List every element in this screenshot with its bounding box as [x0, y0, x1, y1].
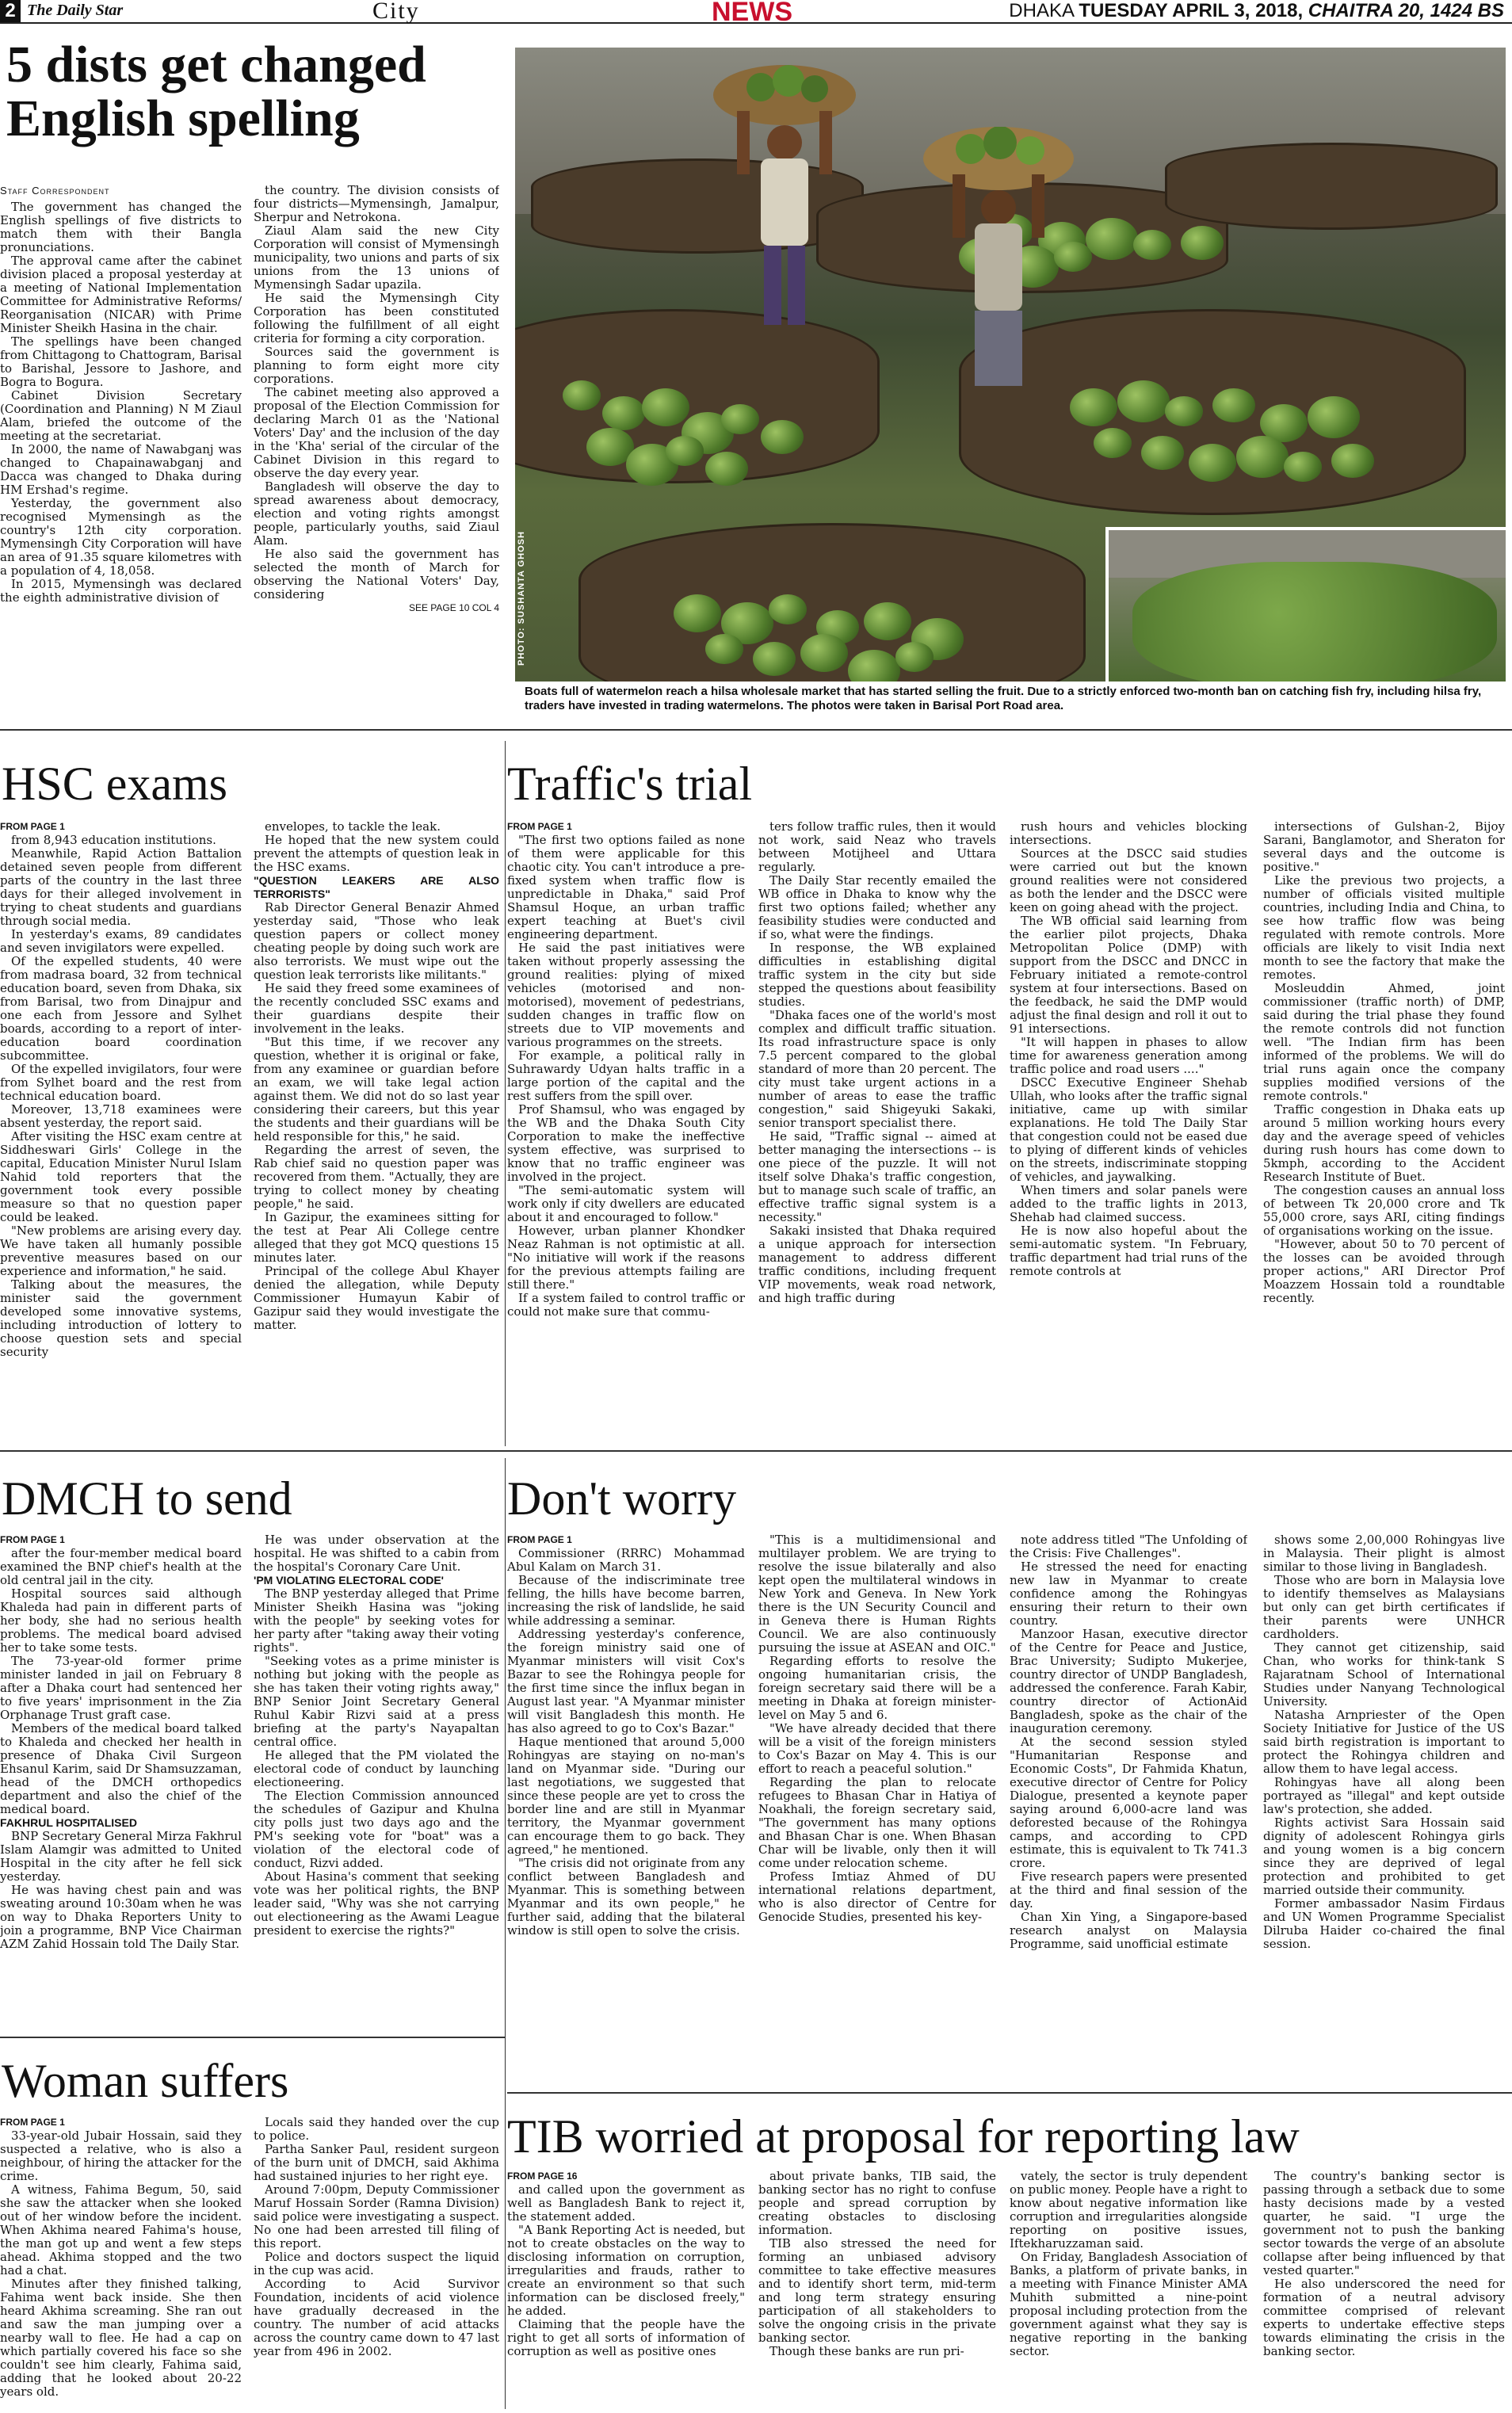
paragraph: Bangladesh will observe the day to spread awareness about democracy, election and voting rights amongst people, particularly youths, said Ziaul Alam.	[254, 479, 499, 548]
paragraph: For example, a political rally in Suhrawardy Udyan halts traffic in a large portion of the capital and the rest suffers from the spill over.	[507, 1048, 745, 1103]
photo-caption: Boats full of watermelon reach a hilsa wholesale market that has started selling the fruit. Due to a strictly enforced two-month ban on catching fish fry, including hilsa fry, traders have invested in trading watermelons. The photos were taken in Barisal Port Road area.	[515, 682, 1506, 726]
divider	[0, 2037, 505, 2038]
from-page: FROM PAGE 1	[0, 1534, 65, 1545]
paragraph: "The crisis did not originate from any conflict between Bangladesh and Myanmar. This is something between Myanmar and its own people," he further said, adding that the bilateral window is still open to solve the crisis.	[507, 1856, 745, 1938]
subheading: "QUESTION LEAKERS ARE ALSO TERRORISTS"	[254, 874, 499, 900]
divider	[507, 2092, 1512, 2094]
headline-dmch: DMCH to send	[2, 1472, 292, 1525]
paragraph: The cabinet meeting also approved a proposal of the Election Commission for declaring March 01 as the 'National Voters' Day' and the inclusion of the day in the 'Kha' serial of the circular of the Cabinet Division in this regard to observe the day every year.	[254, 385, 499, 480]
paragraph: Chan Xin Ying, a Singapore-based research analyst on Malaysia Programme, said unofficial estimate	[1010, 1910, 1247, 1951]
paragraph: Of the expelled students, 40 were from madrasa board, 32 from technical education board, seven from Dhaka, six from Barisal, two from Dinajpur and one each from Jessore and Sylhet boards, according to a report of inter-education board coordination subcommittee.	[0, 954, 242, 1063]
paragraph: If a system failed to control traffic or could not make sure that commu-	[507, 1291, 745, 1319]
watermelon	[1331, 444, 1374, 478]
paragraph: Regarding efforts to resolve the ongoing humanitarian crisis, the foreign secretary said there will be a meeting in Dhaka at foreign minister-level on May 5 and 6.	[758, 1654, 996, 1722]
paragraph: About Hasina's comment that seeking vote was her political rights, the BNP leader said, "Why was she not carrying out electioneering as the Awami League president to exercise the rights?"	[254, 1869, 499, 1938]
paragraph: Regarding the arrest of seven, the Rab chief said no question paper was recovered from them. "Actually, they are trying to collect money by cheating people," he said.	[254, 1143, 499, 1211]
hsc-col-1	[0, 820, 242, 1446]
watermelon	[864, 602, 911, 640]
paragraph: "However, about 50 to 70 percent of the losses can be avoided through proper actions," ARI Director Prof Moazzem Hossain told a roundtable recently.	[1263, 1237, 1505, 1305]
paragraph: Minutes after they finished talking, Fahima went back inside. She then heard Akhima screaming. She ran out and saw the man jumping over a nearby wall to flee. He had a cap on which partially covered his face so she couldn't see him clearly, Fahima said, adding that he looked about 20-22 years old.	[0, 2277, 242, 2399]
paragraph: He is now also hopeful about the semi-automatic system. "In February, traffic department had trial runs of the remote controls at	[1010, 1224, 1247, 1278]
subheading: 'PM VIOLATING ELECTORAL CODE'	[254, 1574, 445, 1586]
paper-name: The Daily Star	[27, 2, 124, 19]
paragraph: from 8,943 education institutions.	[11, 833, 216, 847]
watermelon	[761, 420, 804, 454]
headline-traffic: Traffic's trial	[507, 758, 753, 810]
paragraph: In Gazipur, the examinees sitting for the test at Pear Ali College centre alleged that they got MCQ questions 15 minutes later.	[254, 1210, 499, 1265]
paragraph: and called upon the government as well as Bangladesh Bank to reject it, the statement added.	[507, 2182, 745, 2224]
from-page: FROM PAGE 1	[0, 2117, 65, 2128]
paragraph: However, urban planner Khondker Neaz Rahman is not optimistic at all. "No initiative will work if the reasons for the previous attempts failing are still there."	[507, 1224, 745, 1292]
traffic-col-3	[1010, 820, 1247, 1446]
paragraph: Prof Shamsul, who was engaged by the WB and the Dhaka South City Corporation to make the ineffective system effective, was surprised to know that no traffic engineer was involved in the project.	[507, 1102, 745, 1184]
paragraph: about private banks, TIB said, the banking sector has no right to confuse people and spread corruption by creating obstacles to disclosing information.	[758, 2170, 996, 2237]
section-name: City	[372, 0, 420, 24]
woman-col-2	[254, 2116, 499, 2409]
paragraph: "A Bank Reporting Act is needed, but not to create obstacles on the way to disclosing information on corruption, irregularities and frauds, rather to create an environment so that such information can be disclosed freely," he added.	[507, 2223, 745, 2318]
headline-woman: Woman suffers	[2, 2055, 289, 2107]
paragraph: When timers and solar panels were added to the traffic lights in 2013, Shehab had claimed success.	[1010, 1183, 1247, 1224]
paragraph: The country's banking sector is passing through a setback due to some hasty decisions made by a vested quarter, he said. "I urge the government not to push the banking sector towards the verge of an absolute collapse after being influenced by that vested quarter."	[1263, 2170, 1505, 2277]
watermelon	[1189, 444, 1236, 482]
from-page: FROM PAGE 1	[0, 821, 65, 832]
paragraph: He also underscored the need for formation of a neutral advisory committee comprised of relevant experts to undertake effective steps towards eliminating the crisis in the banking sector.	[1263, 2277, 1505, 2358]
hsc-col-2	[254, 820, 499, 1446]
watermelon	[666, 436, 704, 466]
paragraph: After visiting the HSC exam centre at Siddheswari Girls' College in the capital, Education Minister Nurul Islam Nahid told reporters that the government took every possible measure so that no question paper could be leaked.	[0, 1129, 242, 1224]
paragraph: The spellings have been changed from Chittagong to Chattogram, Barisal to Barishal, Jessore to Jashore, and Bogra to Bogura.	[0, 334, 242, 389]
dateline-city: DHAKA	[1009, 0, 1079, 21]
paragraph: Commissioner (RRRC) Mohammad Abul Kalam on March 31.	[507, 1546, 745, 1574]
dmch-col-2	[254, 1533, 499, 2033]
paragraph: Partha Sanker Paul, resident surgeon of the burn unit of DMCH, said Akhima had sustained injuries to her right eye.	[254, 2142, 499, 2183]
paragraph: the country. The division consists of four districts—Mymensingh, Jamalpur, Sherpur and Netrokona.	[254, 184, 499, 224]
paragraph: The 73-year-old former prime minister landed in jail on February 8 after a Dhaka court had sentenced her to five years' imprisonment in the Zia Orphanage Trust graft case.	[0, 1654, 242, 1722]
paragraph: They cannot get citizenship, said Chan, who works for think-tank S Rajaratnam School of International Studies under Nanyang Technological University.	[1263, 1640, 1505, 1709]
paragraph: envelopes, to tackle the leak.	[265, 820, 441, 834]
watermelon	[721, 404, 759, 434]
porter-figure	[705, 63, 864, 325]
paragraph: Claiming that the people have the right to get all sorts of information of corruption as well as positive ones	[507, 2317, 745, 2358]
paragraph: ters follow traffic rules, then it would not work, said Neaz who travels between Motijheel and Uttara regularly.	[758, 820, 996, 874]
watermelon	[642, 388, 689, 426]
headline-tib: TIB worried at proposal for reporting law	[507, 2110, 1300, 2163]
paragraph: Haque mentioned that around 5,000 Rohingyas are staying on no-man's land on Myanmar side. "During our last negotiations, we suggested that since these people are yet to cross the border line and are still in Myanmar territory, the Myanmar government can encourage them to go back. They agreed," he mentioned.	[507, 1735, 745, 1857]
paragraph: The congestion causes an annual loss of between Tk 20,000 crore and Tk 55,000 crore, says ARI, citing findings of organisations working on the issue.	[1263, 1183, 1505, 1238]
paragraph: Talking about the measures, the minister said the government developed some innovative systems, including introduction of lottery to choose question sets and special security	[0, 1277, 242, 1359]
districts-col-1	[0, 184, 242, 723]
paragraph: In 2015, Mymensingh was declared the eighth administrative division of	[0, 577, 242, 605]
subheading: FAKHRUL HOSPITALISED	[0, 1816, 137, 1829]
paragraph: Traffic congestion in Dhaka eats up around 5 million working hours every day and the average speed of vehicles during rush hours has come down to 5kmph, according to the Accident Research Institute of Buet.	[1263, 1102, 1505, 1184]
paragraph: In response, the WB explained difficulties in establishing digital traffic system in the city but side stepped the questions about feasibility studies.	[758, 941, 996, 1009]
from-page: FROM PAGE 1	[507, 1534, 572, 1545]
paragraph: Of the expelled invigilators, four were from Sylhet board and the rest from technical education board.	[0, 1062, 242, 1103]
woman-col-1	[0, 2116, 242, 2409]
paragraph: Rohingyas have all along been portrayed as "illegal" and kept outside law's protection, she added.	[1263, 1775, 1505, 1816]
photo-credit: PHOTO: SUSHANTA GHOSH	[517, 531, 526, 666]
from-page: FROM PAGE 16	[507, 2171, 578, 2182]
paragraph: He also said the government has selected the month of March for observing the National Voters' Day, considering	[254, 547, 499, 601]
paragraph: "This is a multidimensional and multilayer problem. We are trying to resolve the issue bilaterally and also kept open the multilateral windows in New York and Geneva. In New York there is the UN Security Council and in Geneva there is Human Rights Council. We are also continuously pursuing the issue at ASEAN and OIC."	[758, 1533, 996, 1655]
paragraph: The government has changed the English spellings of five districts to match them with their Bangla pronunciations.	[0, 200, 242, 254]
inset-photo	[1105, 527, 1506, 682]
districts-col-2	[254, 184, 499, 723]
paragraph: "The first two options failed as none of them were applicable for this chaotic city. You can't introduce a pre-fixed system when traffic flow is unpredictable in Dhaka," said Prof Shamsul Hoque, an urban traffic expert teaching at Buet's civil engineering department.	[507, 833, 745, 941]
paragraph: "But this time, if we recover any question, whether it is original or fake, from any examinee or guardian before an exam, we will take legal action against them. We did not do so last year considering their careers, but this year the students and their guardians will be held responsible for this," he said.	[254, 1035, 499, 1144]
watermelon	[1086, 218, 1138, 260]
tib-col-2	[758, 2170, 996, 2409]
paragraph: Rights activist Sara Hossain said dignity of adolescent Rohingya girls and young women is a big concern since they are deprived of legal protection and prohibited to get married outside their community.	[1263, 1815, 1505, 1897]
paragraph: "It will happen in phases to allow time for awareness generation among traffic police and road users ...."	[1010, 1035, 1247, 1076]
watermelon	[1117, 380, 1170, 422]
paragraph: He was under observation at the hospital. He was shifted to a cabin from the hospital's Coronary Care Unit.	[254, 1533, 499, 1574]
paragraph: vately, the sector is truly dependent on public money. People have a right to know about negative information like corruption and irregularities alongside reporting on positive issues, Iftekharuzzaman said.	[1010, 2170, 1247, 2251]
paragraph: Meanwhile, Rapid Action Battalion detained seven people from different parts of the country in the last three days for their alleged involvement in trying to cheat students and guardians through social media.	[0, 846, 242, 928]
paragraph: "Dhaka faces one of the world's most complex and difficult traffic situation. Its road infrastructure space is only 7.5 percent compared to the global standard of more than 20 percent. The city must take urgent actions in a number of areas to ease the traffic congestion," said Shigeyuki Sakaki, senior transport specialist there.	[758, 1008, 996, 1130]
paragraph: Members of the medical board talked to Khaleda and checked her health in presence of Dhaka Civil Surgeon Ehsanul Karim, said Dr Shamsuzzaman, head of the DMCH orthopedics department and also the chief of the medical board.	[0, 1721, 242, 1816]
paragraph: "Seeking votes as a prime minister is nothing but joking with the people as she has taken their voting rights away," BNP Senior Joint Secretary General Ruhul Kabir Rizvi said at a press briefing at the party's Nayapaltan central office.	[254, 1654, 499, 1749]
boat	[1165, 143, 1498, 230]
paragraph: BNP Secretary General Mirza Fakhrul Islam Alamgir was admitted to United Hospital in the city after he fell sick yesterday.	[0, 1829, 242, 1884]
paragraph: He was having chest pain and was sweating around 10:30am when he was on way to Dhaka Reporters Unity to join a programme, BNP Vice Chairman AZM Zahid Hossain told The Daily Star.	[0, 1883, 242, 1951]
traffic-col-2	[758, 820, 996, 1446]
paragraph: "We have already decided that there will be a visit of the foreign ministers to Cox's Bazar on May 4. This is our effort to reach a peaceful solution."	[758, 1721, 996, 1776]
headline-worry: Don't worry	[507, 1472, 737, 1525]
paragraph: Yesterday, the government also recognised Mymensingh as the country's 12th city corporation. Mymensingh City Corporation will have an area of 91.35 square kilometres with a population of 4, 18,058.	[0, 496, 242, 578]
inset-melon-boat	[1132, 562, 1497, 682]
paragraph: In 2000, the name of Nawabganj was changed to Chapainawabganj and Dacca was changed to Dhaka during HM Ershad's regime.	[0, 442, 242, 497]
watermelon	[1236, 436, 1289, 478]
paragraph: He hoped that the new system could prevent the attempts of question leak in the HSC exams.	[254, 833, 499, 874]
byline: Staff Correspondent	[0, 185, 110, 197]
paragraph: The BNP yesterday alleged that Prime Minister Sheikh Hasina was "joking with the people" by seeking votes for her party after "taking away their voting rights".	[254, 1586, 499, 1655]
news-label: NEWS	[712, 0, 792, 27]
paragraph: Moreover, 13,718 examinees were absent yesterday, the report said.	[0, 1102, 242, 1130]
watermelon	[1133, 230, 1171, 260]
watermelon	[753, 642, 796, 676]
paragraph: Ziaul Alam said the new City Corporation will consist of Mymensingh municipality, two unions and parts of six unions from the 13 unions of Mymensingh Sadar upazila.	[254, 223, 499, 292]
tib-col-1	[507, 2170, 745, 2409]
paragraph: Like the previous two projects, a number of officials visited multiple countries, including India and China, to see how traffic flow was being regulated with remote controls. More officials are likely to visit India next month to see the factory that make the remotes.	[1263, 873, 1505, 982]
watermelon	[1181, 226, 1224, 260]
watermelon	[602, 396, 645, 430]
paragraph: Those who are born in Malaysia love to identify themselves as Malaysians but only can get birth certificates if their parents were UNHCR cardholders.	[1263, 1573, 1505, 1641]
tib-col-4	[1263, 2170, 1505, 2409]
paragraph: Profess Imtiaz Ahmed of DU international relations department, who is also director of Centre for Genocide Studies, presented his key-	[758, 1869, 996, 1924]
headline-districts: 5 dists get changed English spelling	[6, 36, 426, 147]
paragraph: after the four-member medical board examined the BNP chief's health at the old central jail in the city.	[0, 1546, 242, 1587]
paragraph: Because of the indiscriminate tree felling, the hills have become barren, increasing the risk of landslide, he said while addressing a seminar.	[507, 1573, 745, 1628]
paragraph: Police and doctors suspect the liquid in the cup was acid.	[254, 2250, 499, 2277]
paragraph: He said the past initiatives were taken without properly assessing the ground realities: plying of mixed vehicles (motorised and non-motorised), movement of pedestrians, sudden changes in traffic flow on streets due to VIP movements and various programmes on the streets.	[507, 941, 745, 1049]
paragraph: He stressed the need for enacting new law in Myanmar to create confidence among the Rohingyas ensuring their return to their own country.	[1010, 1560, 1247, 1628]
dateline-bengali-date: CHAITRA 20, 1424 BS	[1308, 0, 1504, 21]
watermelon	[1141, 436, 1184, 470]
paragraph: Hospital sources said although Khaleda had pain in different parts of her body, she had no serious health problems. The medical board advised her to take some tests.	[0, 1586, 242, 1655]
paragraph: He said they freed some examinees of the recently concluded SSC exams and their guardians despite their involvement in the leaks.	[254, 981, 499, 1036]
paragraph: Though these banks are run pri-	[769, 2344, 964, 2358]
paragraph: The approval came after the cabinet division placed a proposal yesterday at a meeting of National Implementation Committee for Administrative Reforms/ Reorganisation (NICAR) with Prime Minister Sheikh Hasina in the chair.	[0, 254, 242, 335]
paragraph: shows some 2,00,000 Rohingyas live in Malaysia. Their plight is almost similar to those living in Bangladesh.	[1263, 1533, 1505, 1574]
paragraph: Former ambassador Nasim Firdaus and UN Women Programme Specialist Dilruba Haider co-chaired the final session.	[1263, 1896, 1505, 1951]
jump-line: SEE PAGE 10 COL 4	[408, 602, 499, 613]
paragraph: intersections of Gulshan-2, Bijoy Sarani, Banglamotor, and Sheraton for several days and the outcome is positive."	[1263, 820, 1505, 874]
paragraph: On Friday, Bangladesh Association of Banks, a platform of private banks, in a meeting with Finance Minister AMA Muhith submitted a nine-point proposal including protection from the government against what they say is negative reporting in the banking sector.	[1010, 2250, 1247, 2358]
watermelon	[674, 594, 721, 632]
tib-col-3	[1010, 2170, 1247, 2409]
watermelon	[1165, 396, 1203, 426]
paragraph: He alleged that the PM violated the electoral code of conduct by launching electioneering.	[254, 1748, 499, 1789]
headline-hsc: HSC exams	[2, 758, 227, 810]
paragraph: Around 7:00pm, Deputy Commissioner Maruf Hossain Sorder (Ramna Division) said police were investigating a suspect. No one had been arrested till filing of this report.	[254, 2182, 499, 2251]
paragraph: A witness, Fahima Begum, 50, said she saw the attacker when she looked out of her window before the incident. When Akhima neared Fahima's house, the man got up and went a few steps ahead. Akhima stopped and the two had a chat.	[0, 2182, 242, 2277]
watermelon	[705, 452, 748, 486]
column-divider	[505, 741, 506, 1446]
paragraph: Manzoor Hasan, executive director of the Centre for Peace and Justice, Brac University; Sudipto Mukerjee, country director of UNDP Bangladesh, addressed the conference. Farah Kabir, country director of ActionAid Bangladesh, spoke as the chair of the inauguration ceremony.	[1010, 1627, 1247, 1735]
paragraph: Five research papers were presented at the third and final session of the day.	[1010, 1869, 1247, 1911]
worry-col-1	[507, 1533, 745, 2088]
traffic-col-1	[507, 820, 745, 1446]
worry-col-2	[758, 1533, 996, 2088]
paragraph: Locals said they handed over the cup to police.	[254, 2116, 499, 2143]
watermelon	[705, 634, 743, 664]
paragraph: The Election Commission announced the schedules of Gazipur and Khulna city polls just two days ago and the PM's seeking vote for "boat" was a violation of the electoral code of conduct, Rizvi added.	[254, 1789, 499, 1870]
page-number: 2	[0, 0, 21, 22]
paragraph: Mosleuddin Ahmed, joint commissioner (traffic north) of DMP, said during the trial phase they found the remote controls did not function well. "The Indian firm has been informed of the problems. We will do trial runs again once the company supplies modified versions of the remote controls."	[1263, 981, 1505, 1103]
paragraph: Principal of the college Abul Khayer denied the allegation, while Deputy Commissioner Humayun Kabir of Gazipur said they would investigate the matter.	[254, 1264, 499, 1332]
watermelon	[1070, 388, 1117, 426]
watermelon	[895, 642, 934, 672]
paragraph: Sakaki insisted that Dhaka required a unique approach for intersection management to address different traffic conditions, including frequent VIP movements, weak road network, and high traffic during	[758, 1224, 996, 1305]
lead-photo	[515, 48, 1506, 682]
paragraph: rush hours and vehicles blocking intersections.	[1010, 820, 1247, 847]
watermelon	[1094, 428, 1132, 458]
column-divider	[505, 1458, 506, 2409]
paragraph: The Daily Star recently emailed the WB office in Dhaka to know why the first two options failed; whether any feasibility studies were conducted and if so, what were the findings.	[758, 873, 996, 941]
paragraph: According to Acid Survivor Foundation, incidents of acid violence have gradually decreased in the country. The number of acid attacks across the country came down to 47 last year from 496 in 2002.	[254, 2277, 499, 2358]
watermelon	[1284, 452, 1322, 482]
paragraph: Sources said the government is planning to form eight more city corporations.	[254, 345, 499, 386]
paragraph: Addressing yesterday's conference, the foreign ministry said one of Myanmar ministers will visit Cox's Bazar to see the Rohingya people for the first time since the influx began in August last year. "A Myanmar minister will visit Bangladesh this month. He has also agreed to go to Cox's Bazar."	[507, 1627, 745, 1735]
watermelon	[769, 594, 807, 624]
paragraph: The WB official said learning from the earlier pilot projects, Dhaka Metropolitan Police (DMP) with support from the DSCC and DNCC in February initiated a remote-control system at four intersections. Based on the feedback, he said the DMP would adjust the final design and roll it out to 91 intersections.	[1010, 914, 1247, 1036]
paragraph: Natasha Arnpriester of the Open Society Initiative for Justice of the US said birth registration is important to protect the Rohingya children and allow them to have legal access.	[1263, 1708, 1505, 1776]
paragraph: He said the Mymensingh City Corporation has been constituted following the fulfillment of all eight criteria for forming a city corporation.	[254, 291, 499, 346]
watermelon	[1308, 396, 1360, 438]
watermelon	[1212, 388, 1255, 422]
paragraph: "New problems are arising every day. We have taken all humanly possible preventive measures based on our experience and information," he said.	[0, 1224, 242, 1278]
paragraph: Sources at the DSCC said studies were carried out but the known ground realities were not considered as both the lender and the DSCC were keen on going ahead with the project.	[1010, 846, 1247, 914]
worry-col-3	[1010, 1533, 1247, 2088]
paragraph: note address titled "The Unfolding of the Crisis: Five Challenges".	[1010, 1533, 1247, 1560]
worry-col-4	[1263, 1533, 1505, 2088]
paragraph: TIB also stressed the need for forming an unbiased advisory committee to take effective measures and to identify short term, mid-term and long term strategy ensuring participation of all stakeholders to solve the ongoing crisis in the private banking sector.	[758, 2236, 996, 2345]
divider	[0, 729, 1512, 731]
paragraph: In yesterday's exams, 89 candidates and seven invigilators were expelled.	[0, 927, 242, 955]
paragraph: "The semi-automatic system will work only if city dwellers are educated about it and encouraged to follow."	[507, 1183, 745, 1224]
paragraph: Regarding the plan to relocate refugees to Bhasan Char in Hatiya of Noakhali, the foreign secretary said, "The government has many options and Bhasan Char is one. When Bhasan Char will be livable, only then it will come under relocation scheme.	[758, 1775, 996, 1870]
from-page: FROM PAGE 1	[507, 821, 572, 832]
watermelon	[800, 634, 848, 672]
paragraph: Rab Director General Benazir Ahmed yesterday said, "Those who leak question papers or collect money cheating people by doing such work are also terrorists. We must wipe out the question leak terrorists like militants."	[254, 900, 499, 982]
watermelon	[563, 380, 601, 410]
masthead	[0, 0, 1512, 27]
paragraph: DSCC Executive Engineer Shehab Ullah, who looks after the traffic signal initiative, came up with similar explanations. He told The Daily Star that congestion could not be eased due to plying of different kinds of vehicles on the streets, indiscriminate stopping of vehicles, and jaywalking.	[1010, 1075, 1247, 1184]
paragraph: 33-year-old Jubair Hossain, said they suspected a relative, who is also a neighbour, of hiring the attacker for the crime.	[0, 2129, 242, 2183]
dateline-date: TUESDAY APRIL 3, 2018,	[1079, 0, 1308, 21]
dmch-col-1	[0, 1533, 242, 2033]
traffic-col-4	[1263, 820, 1505, 1446]
paragraph: Cabinet Division Secretary (Coordination and Planning) N M Ziaul Alam, briefed the outcome of the meeting at the secretariat.	[0, 388, 242, 443]
paragraph: He said, "Traffic signal -- aimed at better managing the intersections -- is one piece of the puzzle. It will not itself solve Dhaka's traffic congestion, but to manage such scale of traffic, an effective traffic signal system is a necessity."	[758, 1129, 996, 1224]
divider	[0, 1450, 1512, 1452]
paragraph: At the second session styled "Humanitarian Response and Economic Costs", Dr Fahmida Khatun, executive director of Centre for Policy Dialogue, presented a keynote paper saying around 6,000-acre land was deforested because of the Rohingya camps, and according to CPD estimate, this is equivalent to Tk 741.3 crore.	[1010, 1735, 1247, 1870]
dateline	[1009, 0, 1504, 22]
porter-figure	[919, 127, 1078, 388]
